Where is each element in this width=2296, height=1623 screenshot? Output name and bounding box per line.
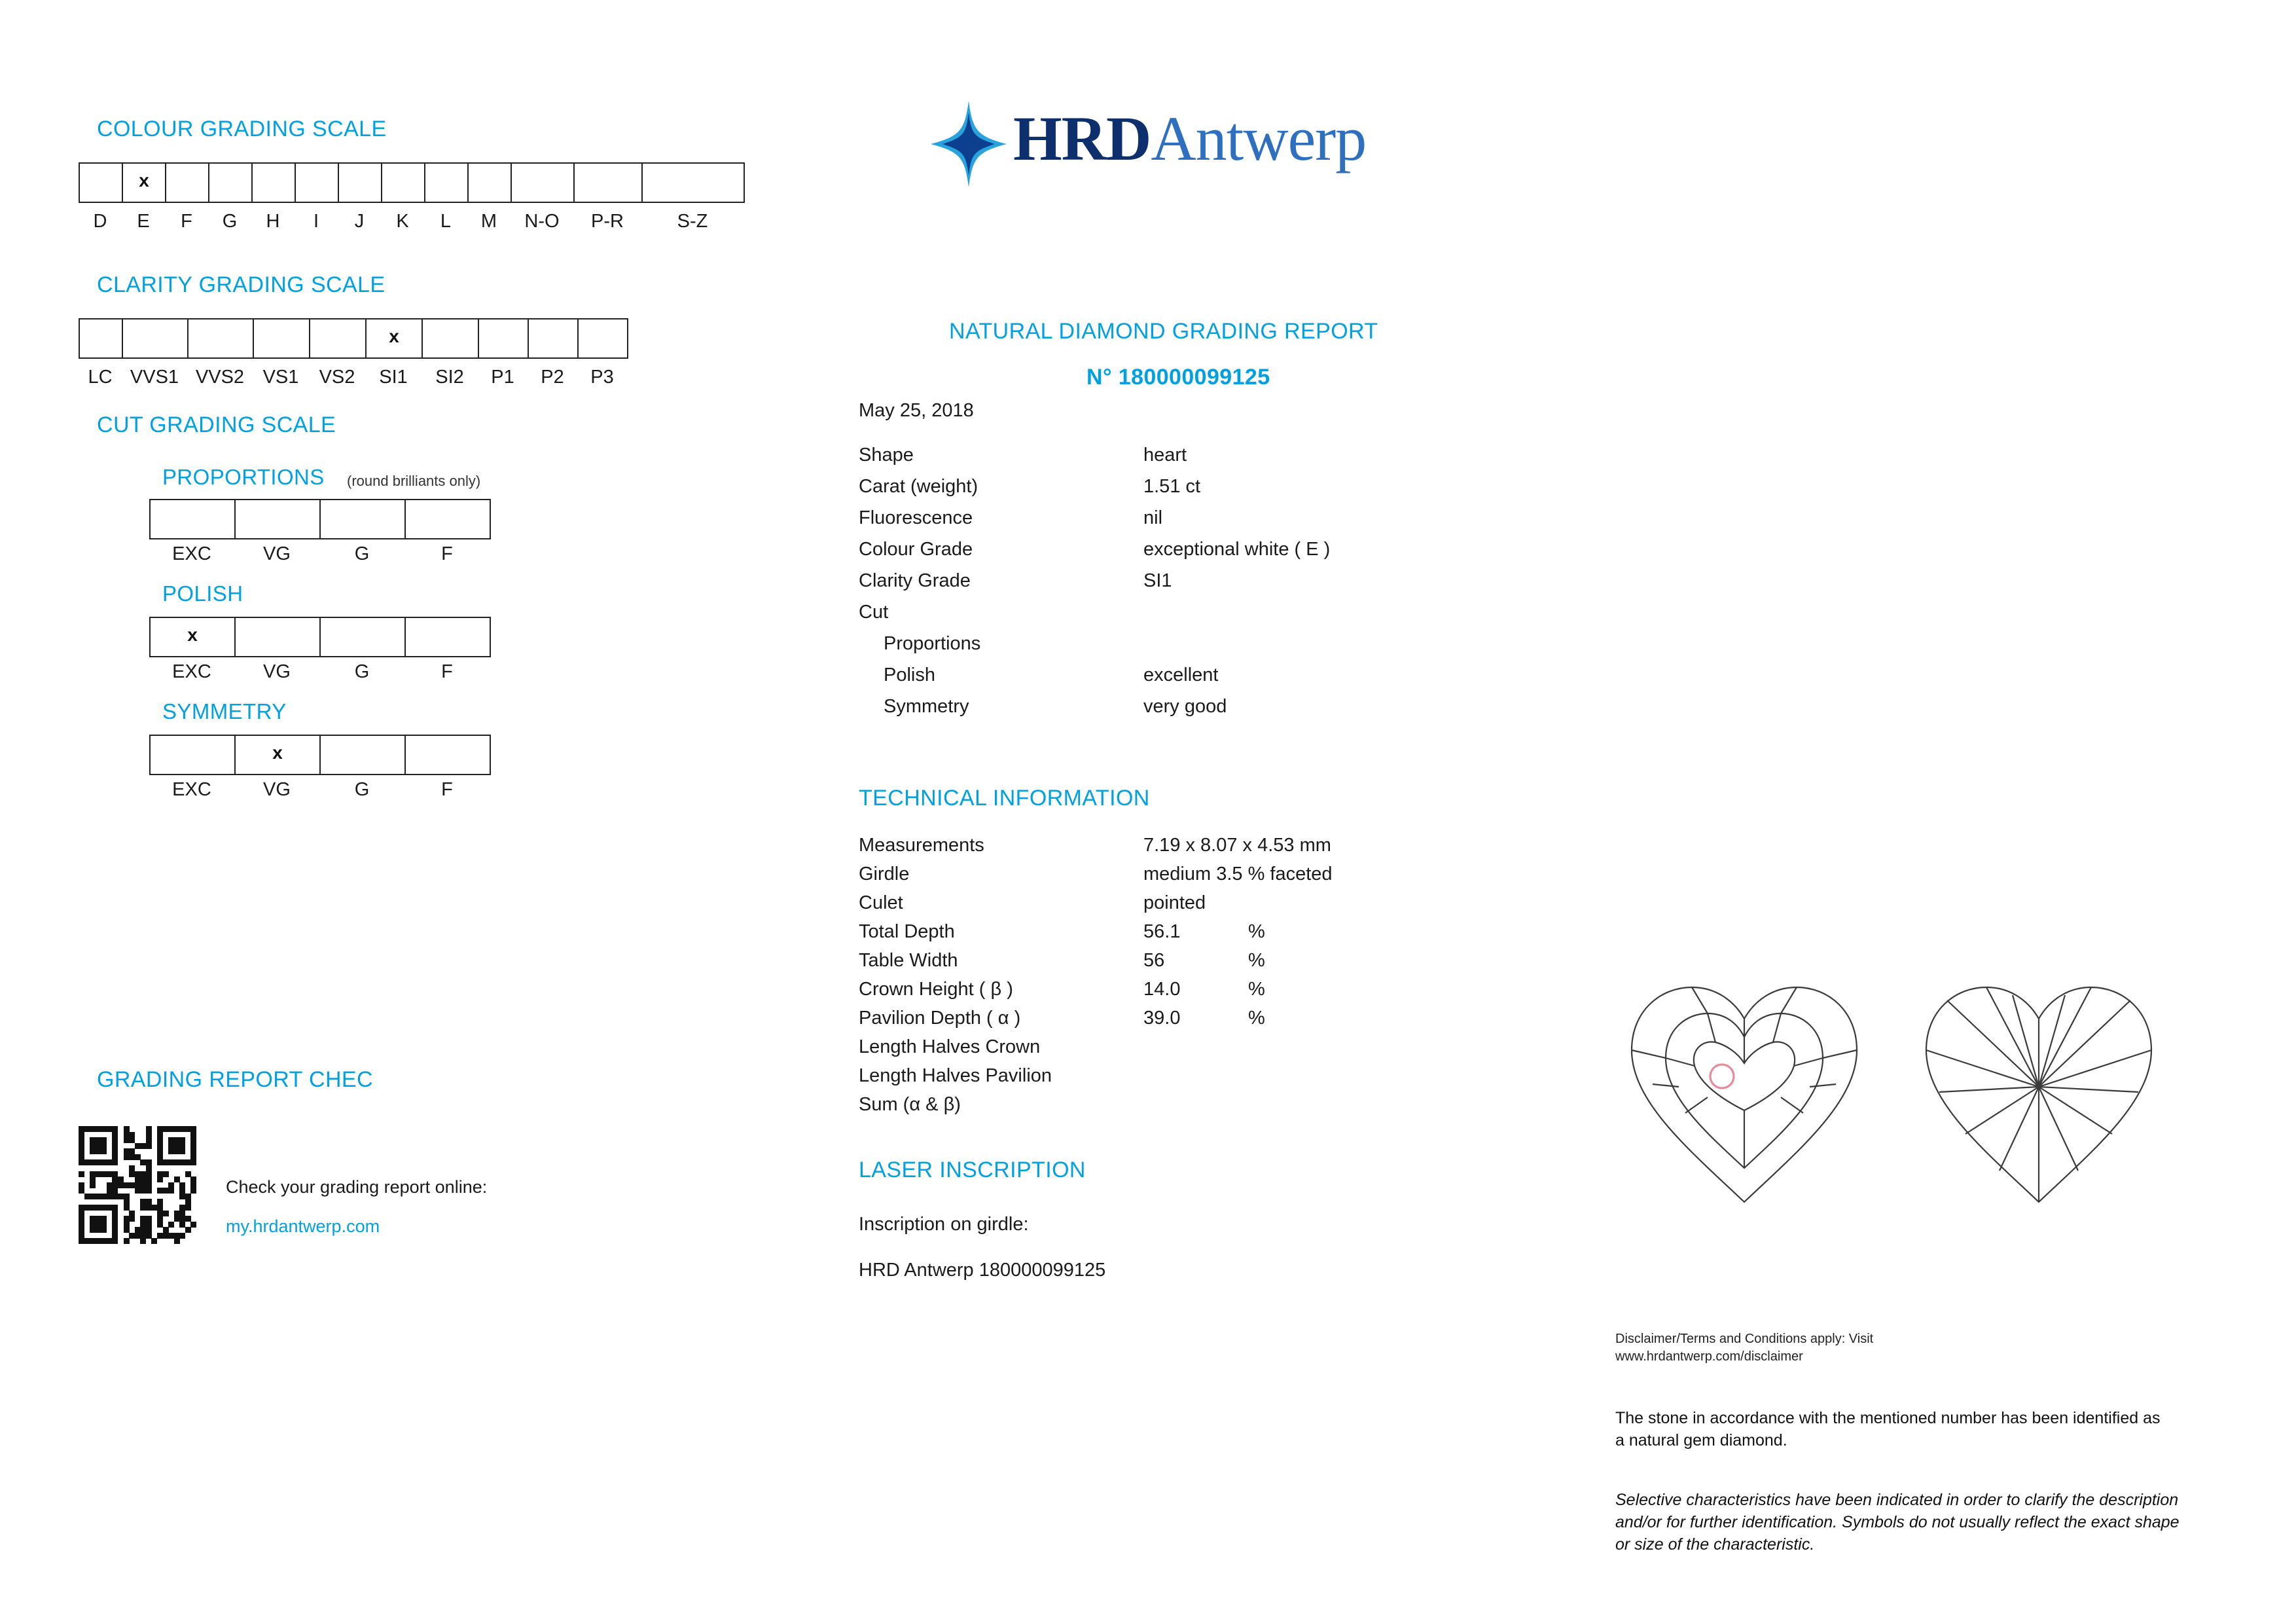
- report-field-row: [859, 665, 1579, 696]
- technical-row-key: Table Width: [859, 950, 958, 971]
- heart-diamond-pavilion-diagram: [1908, 956, 2170, 1221]
- technical-row-value: 14.0: [1143, 979, 1181, 1000]
- clarity-cell-vs2: [310, 318, 367, 359]
- clarity-cell-p3: [579, 318, 628, 359]
- laser-inscription-label: Inscription on girdle:: [859, 1214, 1029, 1235]
- qr-code-icon[interactable]: [79, 1126, 196, 1244]
- colour-cell-h: [253, 162, 296, 203]
- technical-row-value: 39.0: [1143, 1008, 1181, 1029]
- disclaimer-text: [1615, 1330, 2073, 1366]
- polish-cell-g: [321, 617, 406, 657]
- clarity-cell-si1: [367, 318, 423, 359]
- proportions-label-vg: VG: [263, 543, 291, 564]
- heart-diamond-crown-diagram: [1613, 956, 1875, 1221]
- colour-cell-e: [123, 162, 166, 203]
- colour-cell-f: [166, 162, 209, 203]
- technical-row-key: Total Depth: [859, 921, 955, 942]
- disclaimer-line2: www.hrdantwerp.com/disclaimer: [1615, 1349, 1803, 1364]
- technical-row-key: Measurements: [859, 835, 984, 856]
- symmetry-label-exc: EXC: [172, 779, 211, 800]
- colour-cell-d: [80, 162, 123, 203]
- technical-row: [859, 1036, 1579, 1065]
- technical-row: [859, 979, 1579, 1008]
- proportions-label-f: F: [441, 543, 453, 564]
- technical-row-value: medium 3.5 % faceted: [1143, 864, 1333, 884]
- clarity-cell-p2: [529, 318, 579, 359]
- report-field-key: Carat (weight): [859, 476, 978, 497]
- colour-label-m: M: [480, 211, 497, 232]
- symmetry-scale: [149, 735, 491, 775]
- report-field-value: very good: [1143, 696, 1227, 717]
- colour-cell-k: [382, 162, 425, 203]
- clarity-label-vvs1: VVS1: [130, 367, 179, 388]
- clarity-label-p2: P2: [541, 367, 564, 388]
- clarity-mark: x: [389, 326, 399, 346]
- colour-label-e: E: [137, 211, 150, 232]
- report-field-row: [859, 507, 1579, 539]
- report-field-key: Colour Grade: [859, 539, 973, 560]
- technical-row: [859, 892, 1579, 921]
- polish-heading: POLISH: [162, 581, 243, 606]
- technical-row: [859, 835, 1579, 864]
- polish-scale: [149, 617, 491, 657]
- technical-row-unit: %: [1248, 921, 1265, 942]
- technical-row-key: Culet: [859, 892, 903, 913]
- symmetry-label-f: F: [441, 779, 453, 800]
- proportions-cell-g: [321, 499, 406, 539]
- colour-cell-i: [296, 162, 339, 203]
- polish-cell-f: [406, 617, 491, 657]
- polish-label-g: G: [354, 661, 370, 682]
- report-field-key: Fluorescence: [859, 507, 973, 528]
- proportions-label-g: G: [354, 543, 370, 564]
- technical-row: [859, 921, 1579, 950]
- colour-cell-m: [469, 162, 512, 203]
- report-number: N° 180000099125: [1086, 365, 1270, 390]
- clarity-label-si1: SI1: [379, 367, 408, 388]
- colour-cell-g: [209, 162, 253, 203]
- clarity-cell-p1: [479, 318, 529, 359]
- colour-mark: x: [139, 170, 149, 191]
- technical-row: [859, 950, 1579, 979]
- technical-row-key: Girdle: [859, 864, 910, 884]
- clarity-label-vvs2: VVS2: [195, 367, 245, 388]
- symmetry-cell-g: [321, 735, 406, 775]
- symmetry-cell-f: [406, 735, 491, 775]
- report-field-row: [859, 476, 1579, 507]
- report-field-value: exceptional white ( E ): [1143, 539, 1331, 560]
- polish-label-exc: EXC: [172, 661, 211, 682]
- report-field-key: Proportions: [884, 633, 981, 654]
- clarity-label-lc: LC: [88, 367, 113, 388]
- colour-cell-n-o: [512, 162, 575, 203]
- clarity-grading-scale: [79, 318, 628, 359]
- report-date: May 25, 2018: [859, 400, 974, 421]
- colour-grading-scale-labels: [79, 211, 744, 232]
- colour-label-h: H: [266, 211, 280, 232]
- brand-logo: [903, 98, 1492, 190]
- technical-row-key: Sum (α & β): [859, 1094, 961, 1115]
- technical-row-unit: %: [1248, 1008, 1265, 1029]
- check-report-link[interactable]: my.hrdantwerp.com: [226, 1216, 380, 1236]
- clarity-label-si2: SI2: [435, 367, 464, 388]
- grading-report-check-heading: GRADING REPORT CHEC: [97, 1067, 373, 1092]
- proportions-cell-f: [406, 499, 491, 539]
- colour-label-l: L: [440, 211, 452, 232]
- clarity-grading-scale-labels: [79, 367, 627, 388]
- polish-cell-exc: [151, 617, 236, 657]
- report-field-value: 1.51 ct: [1143, 476, 1201, 497]
- report-field-value: SI1: [1143, 570, 1172, 591]
- proportions-scale: [149, 499, 491, 539]
- polish-scale-labels: [149, 661, 490, 683]
- technical-row: [859, 864, 1579, 892]
- clarity-cell-vs1: [254, 318, 310, 359]
- symmetry-cell-vg: [236, 735, 321, 775]
- colour-label-p-r: P-R: [591, 211, 624, 232]
- report-title: NATURAL DIAMOND GRADING REPORT: [949, 319, 1378, 344]
- colour-label-d: D: [93, 211, 107, 232]
- clarity-cell-vvs2: [188, 318, 254, 359]
- colour-cell-l: [425, 162, 469, 203]
- report-field-value: nil: [1143, 507, 1163, 528]
- colour-label-j: J: [354, 211, 365, 232]
- technical-row-key: Length Halves Pavilion: [859, 1065, 1052, 1086]
- colour-grading-scale-heading: COLOUR GRADING SCALE: [97, 117, 387, 141]
- symmetry-label-g: G: [354, 779, 370, 800]
- clarity-cell-lc: [80, 318, 123, 359]
- technical-row-key: Pavilion Depth ( α ): [859, 1008, 1021, 1029]
- colour-label-n-o: N-O: [524, 211, 560, 232]
- laser-inscription-value: HRD Antwerp 180000099125: [859, 1260, 1106, 1281]
- technical-information-heading: TECHNICAL INFORMATION: [859, 786, 1150, 811]
- cut-grading-scale-heading: CUT GRADING SCALE: [97, 412, 336, 437]
- technical-row-value: 7.19 x 8.07 x 4.53 mm: [1143, 835, 1331, 856]
- technical-row-key: Crown Height ( β ): [859, 979, 1013, 1000]
- symmetry-heading: SYMMETRY: [162, 699, 287, 723]
- technical-row-key: Length Halves Crown: [859, 1036, 1041, 1057]
- check-report-prompt: Check your grading report online:: [226, 1177, 488, 1197]
- colour-label-i: I: [313, 211, 319, 232]
- technical-row: [859, 1008, 1579, 1036]
- report-field-row: [859, 570, 1579, 602]
- clarity-label-p1: P1: [491, 367, 514, 388]
- logo-hrd-text: HRD: [1013, 103, 1151, 173]
- report-field-row: [859, 445, 1579, 476]
- symmetry-scale-labels: [149, 779, 490, 801]
- report-field-row: [859, 539, 1579, 570]
- colour-label-f: F: [181, 211, 192, 232]
- colour-label-s-z: S-Z: [677, 211, 708, 232]
- identification-statement: The stone in accordance with the mentioned number has been identified as a natural gem diamond.: [1615, 1409, 2161, 1450]
- clarity-label-p3: P3: [590, 367, 614, 388]
- clarity-cell-si2: [423, 318, 479, 359]
- disclaimer-line1: Disclaimer/Terms and Conditions apply: Visit: [1615, 1332, 1874, 1346]
- report-field-key: Symmetry: [884, 696, 969, 717]
- clarity-label-vs2: VS2: [319, 367, 355, 388]
- proportions-note: (round brilliants only): [347, 473, 481, 489]
- proportions-label-exc: EXC: [172, 543, 211, 564]
- clarity-cell-vvs1: [123, 318, 188, 359]
- colour-cell-j: [339, 162, 382, 203]
- technical-row: [859, 1094, 1579, 1123]
- colour-cell-s-z: [643, 162, 745, 203]
- report-field-value: excellent: [1143, 665, 1219, 685]
- colour-grading-scale: [79, 162, 745, 203]
- symmetry-mark: x: [272, 742, 283, 763]
- colour-label-k: K: [396, 211, 409, 232]
- technical-row: [859, 1065, 1579, 1094]
- technical-row-value: 56.1: [1143, 921, 1181, 942]
- report-field-key: Shape: [859, 445, 914, 465]
- symmetry-cell-exc: [151, 735, 236, 775]
- technical-row-value: 56: [1143, 950, 1165, 971]
- clarity-label-vs1: VS1: [262, 367, 299, 388]
- report-fields: [859, 445, 1579, 727]
- report-field-value: heart: [1143, 445, 1187, 465]
- polish-label-f: F: [441, 661, 453, 682]
- report-field-row: [859, 633, 1579, 665]
- technical-rows: [859, 835, 1579, 1123]
- technical-row-unit: %: [1248, 950, 1265, 971]
- laser-inscription-heading: LASER INSCRIPTION: [859, 1158, 1086, 1182]
- selective-characteristics-note: Selective characteristics have been indicated in order to clarify the description and/or for further identification. Symbols do not usually reflect the exact shape or size of the characteristic.: [1615, 1491, 2179, 1554]
- polish-label-vg: VG: [263, 661, 291, 682]
- technical-row-value: pointed: [1143, 892, 1206, 913]
- report-field-row: [859, 602, 1579, 633]
- clarity-grading-scale-heading: CLARITY GRADING SCALE: [97, 272, 386, 297]
- report-field-row: [859, 696, 1579, 727]
- proportions-scale-labels: [149, 543, 490, 565]
- symmetry-label-vg: VG: [263, 779, 291, 800]
- technical-row-unit: %: [1248, 979, 1265, 1000]
- polish-cell-vg: [236, 617, 321, 657]
- report-field-key: Polish: [884, 665, 935, 685]
- report-field-key: Cut: [859, 602, 889, 623]
- proportions-cell-vg: [236, 499, 321, 539]
- polish-mark: x: [187, 625, 198, 645]
- logo-antwerp-text: Antwerp: [1151, 103, 1367, 173]
- proportions-heading: PROPORTIONS: [162, 465, 325, 489]
- colour-label-g: G: [222, 211, 238, 232]
- proportions-cell-exc: [151, 499, 236, 539]
- colour-cell-p-r: [575, 162, 643, 203]
- report-field-key: Clarity Grade: [859, 570, 971, 591]
